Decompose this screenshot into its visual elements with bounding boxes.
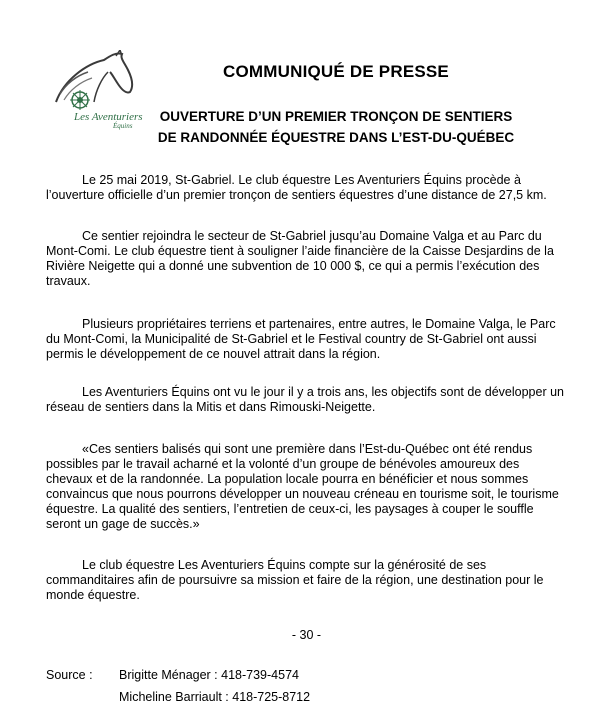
paragraph-line: monde équestre. bbox=[46, 588, 140, 602]
subtitle-line-1: OUVERTURE D’UN PREMIER TRONÇON DE SENTIERS bbox=[159, 109, 513, 124]
paragraph-line: travaux. bbox=[46, 274, 91, 288]
end-marker: - 30 - bbox=[291, 628, 322, 642]
quote-paragraph bbox=[46, 442, 571, 532]
subtitle-line-2: DE RANDONNÉE ÉQUESTRE DANS L’EST-DU-QUÉBEC bbox=[157, 130, 515, 145]
paragraph-line: permis le développement de ce nouvel attrait dans la région. bbox=[46, 347, 381, 361]
paragraph-line: équestre. La qualité des sentiers, l’entretien de ceux-ci, les paysages à couper le souffle bbox=[46, 502, 534, 516]
paragraph-line: Les Aventuriers Équins ont vu le jour il y a trois ans, les objectifs sont de développer un bbox=[82, 385, 564, 399]
page-title: COMMUNIQUÉ DE PRESSE bbox=[223, 62, 449, 81]
paragraph-line: possibles par le travail acharné et la volonté d’un groupe de bénévoles amoureux des bbox=[46, 457, 520, 471]
paragraph-3 bbox=[46, 317, 571, 362]
paragraph-2 bbox=[46, 229, 571, 289]
paragraph-line: du Mont-Comi, la Municipalité de St-Gabriel et le Festival country de St-Gabriel ont aussi bbox=[46, 332, 537, 346]
paragraph-line: commanditaires afin de poursuivre sa mission et faire de la région, une destination pour le bbox=[46, 573, 544, 587]
logo-name: Les Aventuriers bbox=[74, 111, 143, 123]
paragraph-line: Mont-Comi. Le club équestre tient à souligner l’aide financière de la Caisse Desjardins de la bbox=[46, 244, 554, 258]
paragraph-line: Le 25 mai 2019, St-Gabriel. Le club équestre Les Aventuriers Équins procède à bbox=[82, 173, 521, 187]
paragraph-line: convaincus que nous pourrons développer un nouveau créneau en tourisme soit, le tourisme bbox=[46, 487, 559, 501]
paragraph-1 bbox=[46, 173, 571, 203]
paragraph-line: Ce sentier rejoindra le secteur de St-Gabriel jusqu’au Domaine Valga et au Parc du bbox=[82, 229, 542, 243]
paragraph-line: Le club équestre Les Aventuriers Équins compte sur la générosité de ses bbox=[82, 558, 487, 572]
paragraph-line: seront un gage de succès.» bbox=[46, 517, 200, 531]
paragraph-6 bbox=[46, 558, 571, 603]
paragraph-4 bbox=[46, 385, 571, 415]
paragraph-line: l’ouverture officielle d’un premier tronçon de sentiers équestres d’une distance de 27,5 km. bbox=[46, 188, 547, 202]
paragraph-line: Rivière Neigette qui a donné une subvention de 10 000 $, ce qui a permis l’exécution des bbox=[46, 259, 540, 273]
contact-1: Brigitte Ménager : 418-739-4574 bbox=[119, 668, 299, 682]
paragraph-line: Plusieurs propriétaires terriens et partenaires, entre autres, le Domaine Valga, le Parc bbox=[82, 317, 556, 331]
source-label: Source : bbox=[46, 668, 93, 682]
contact-2: Micheline Barriault : 418-725-8712 bbox=[119, 690, 311, 704]
logo-subname: Équins bbox=[113, 122, 133, 130]
paragraph-line: «Ces sentiers balisés qui sont une première dans l’Est-du-Québec ont été rendus bbox=[82, 442, 533, 456]
paragraph-line: réseau de sentiers dans la Mitis et dans Rimouski-Neigette. bbox=[46, 400, 376, 414]
paragraph-line: chevaux et de la randonnée. La population locale pourra en bénéficier et nous sommes bbox=[46, 472, 529, 486]
